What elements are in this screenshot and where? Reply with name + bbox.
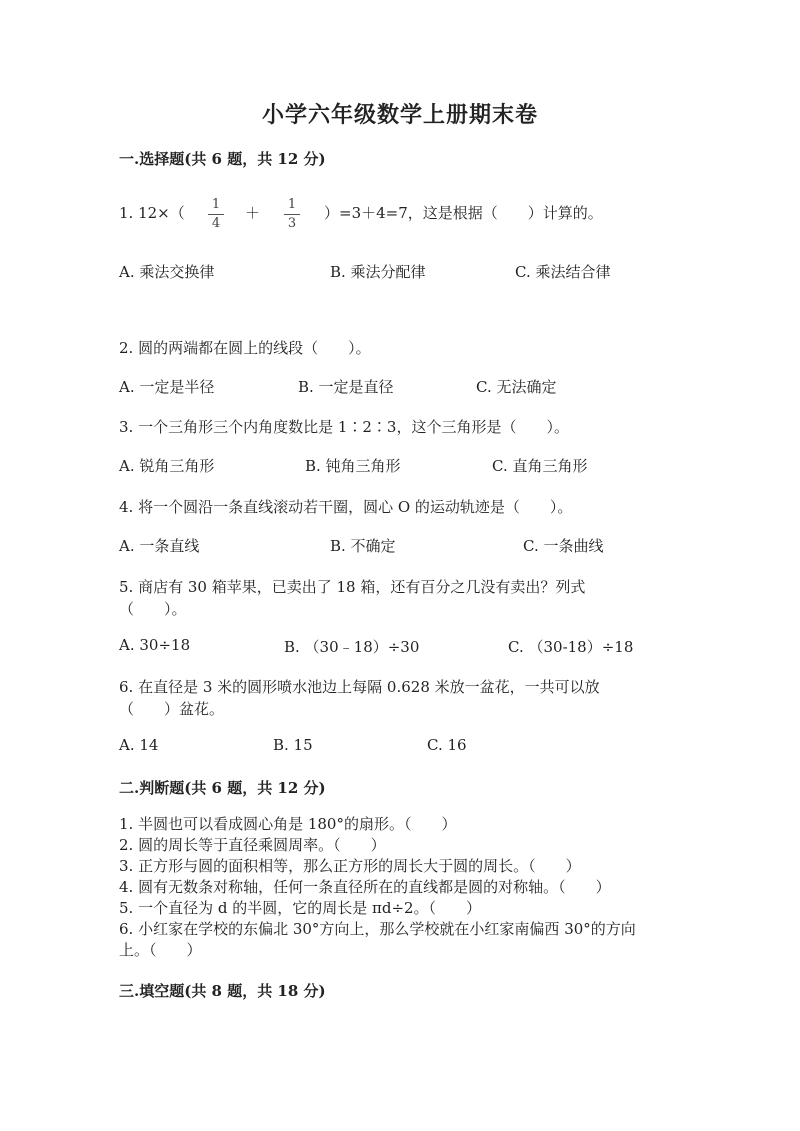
question-6-line1: 6. 在直径是 3 米的圆形喷水池边上每隔 0.628 米放一盆花，一共可以放 [119, 678, 600, 696]
q3-option-c[interactable]: C. 直角三角形 [492, 457, 588, 475]
question-5-line1: 5. 商店有 30 箱苹果，已卖出了 18 箱，还有百分之几没有卖出？列式 [119, 578, 586, 596]
judgement-item-4: 4. 圆有无数条对称轴，任何一条直径所在的直线都是圆的对称轴。（ ） [119, 878, 611, 896]
judgement-item-1: 1. 半圆也可以看成圆心角是 180°的扇形。（ ） [119, 815, 457, 833]
question-1-suffix: ）=3＋4=7，这是根据（ ）计算的。 [324, 204, 603, 222]
q1-option-b[interactable]: B. 乘法分配律 [330, 263, 426, 281]
fraction-numerator: 1 [211, 197, 221, 212]
judgement-item-3: 3. 正方形与圆的面积相等，那么正方形的周长大于圆的周长。（ ） [119, 857, 581, 875]
exam-title: 小学六年级数学上册期末卷 [261, 102, 538, 128]
fraction-bar [284, 214, 300, 215]
section-heading-choice: 一.选择题(共 6 题，共 12 分) [119, 150, 326, 168]
judgement-item-5: 5. 一个直径为 d 的半圆，它的周长是 πd÷2。（ ） [119, 899, 482, 917]
q3-option-a[interactable]: A. 锐角三角形 [119, 457, 215, 475]
q2-option-b[interactable]: B. 一定是直径 [298, 378, 394, 396]
q5-option-a[interactable]: A. 30÷18 [119, 636, 191, 654]
q3-option-b[interactable]: B. 钝角三角形 [305, 457, 401, 475]
q1-option-a[interactable]: A. 乘法交换律 [119, 263, 215, 281]
q4-option-a[interactable]: A. 一条直线 [119, 537, 200, 555]
fraction-bar [208, 214, 224, 215]
q5-option-c[interactable]: C. （30-18）÷18 [508, 638, 634, 656]
section-heading-judgement: 二.判断题(共 6 题，共 12 分) [119, 779, 326, 797]
question-3-text: 3. 一个三角形三个内角度数比是 1∶2∶3，这个三角形是（ ）。 [119, 418, 569, 436]
q6-option-a[interactable]: A. 14 [119, 736, 159, 754]
fraction-one-third [282, 197, 302, 232]
question-2-text: 2. 圆的两端都在圆上的线段（ ）。 [119, 339, 371, 357]
judgement-item-2: 2. 圆的周长等于直径乘圆周率。（ ） [119, 836, 386, 854]
q4-option-c[interactable]: C. 一条曲线 [523, 537, 604, 555]
q5-option-b[interactable]: B. （30﹣18）÷30 [284, 638, 420, 656]
q4-option-b[interactable]: B. 不确定 [330, 537, 396, 555]
fraction-numerator: 1 [287, 197, 297, 212]
fraction-denominator: 4 [211, 216, 221, 231]
section-heading-fill-blank: 三.填空题(共 8 题，共 18 分) [119, 982, 326, 1000]
question-4-text: 4. 将一个圆沿一条直线滚动若干圈，圆心 O 的运动轨迹是（ ）。 [119, 498, 573, 516]
judgement-item-6: 6. 小红家在学校的东偏北 30°方向上，那么学校就在小红家南偏西 30°的方向 [119, 920, 636, 938]
q2-option-c[interactable]: C. 无法确定 [476, 378, 557, 396]
q6-option-c[interactable]: C. 16 [427, 736, 467, 754]
q1-option-c[interactable]: C. 乘法结合律 [515, 263, 611, 281]
judgement-item-6-continued: 上。（ ） [119, 941, 202, 959]
fraction-denominator: 3 [287, 216, 297, 231]
question-6-line2: （ ）盆花。 [119, 700, 225, 718]
fraction-one-quarter [206, 197, 226, 232]
q2-option-a[interactable]: A. 一定是半径 [119, 378, 215, 396]
question-1-prefix: 1. 12×（ [119, 204, 185, 222]
plus-sign: ＋ [245, 204, 261, 222]
q6-option-b[interactable]: B. 15 [273, 736, 313, 754]
question-5-line2: （ ）。 [119, 600, 187, 618]
